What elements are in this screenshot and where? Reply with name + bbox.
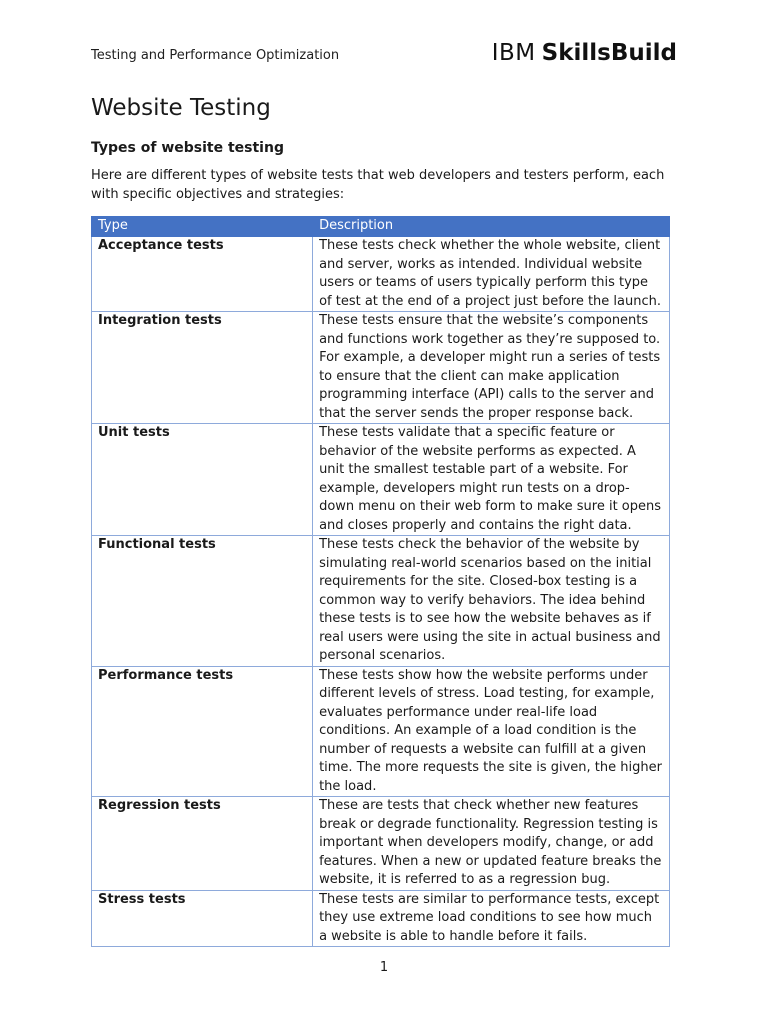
row-type-regression: Regression tests — [92, 797, 313, 891]
table-header-row — [92, 217, 670, 237]
row-type-functional: Functional tests — [92, 536, 313, 667]
row-description: These are tests that check whether new features break or degrade functionality. Regression testing is important when developers modify, change, or add features. When a new or updated feature breaks the website, it is referred to as a regression bug. — [313, 797, 670, 891]
row-type-acceptance: Acceptance tests — [92, 237, 313, 312]
row-description: These tests show how the website performs under different levels of stress. Load testing, for example, evaluates performance under real-life load conditions. An example of a load condition is the number of requests a website can fulfill at a given time. The more requests the site is given, the higher the load. — [313, 666, 670, 797]
table-row — [92, 890, 670, 947]
test-types-table — [91, 216, 670, 947]
row-description: These tests are similar to performance tests, except they use extreme load conditions to see how much a website is able to handle before it fails. — [313, 890, 670, 947]
brand-ibm: IBM — [491, 40, 536, 66]
row-description: These tests ensure that the website’s components and functions work together as they’re supposed to. For example, a developer might run a series of tests to ensure that the client can make application programming interface (API) calls to the server and that the server sends the proper response back. — [313, 312, 670, 424]
row-type-performance: Performance tests — [92, 666, 313, 797]
row-description: These tests check whether the whole website, client and server, works as intended. Individual website users or teams of users typically perform this type of test at the end of a project just before the launch. — [313, 237, 670, 312]
running-header: Testing and Performance Optimization — [91, 48, 340, 63]
page-number: 1 — [379, 960, 389, 975]
row-description: These tests check the behavior of the website by simulating real-world scenarios based on the initial requirements for the site. Closed-box testing is a common way to verify behaviors. The idea behind these tests is to see how the website behaves as if real users were using the site in actual business and personal scenarios. — [313, 536, 670, 667]
row-description: These tests validate that a specific feature or behavior of the website performs as expected. A unit the smallest testable part of a website. For example, developers might run tests on a drop-down menu on their web form to make sure it opens and closes properly and contains the right data. — [313, 424, 670, 536]
row-type-integration: Integration tests — [92, 312, 313, 424]
table-row — [92, 237, 670, 312]
intro-paragraph: Here are different types of website tests that web developers and testers perform, each with specific objectives and strategies: — [91, 168, 665, 202]
ibm-skillsbuild-logo — [492, 38, 677, 68]
section-heading: Types of website testing — [91, 140, 284, 156]
table-row — [92, 424, 670, 536]
table-row — [92, 312, 670, 424]
page-title: Website Testing — [91, 95, 271, 121]
row-type-stress: Stress tests — [92, 890, 313, 947]
brand-skillsbuild: SkillsBuild — [541, 40, 677, 66]
column-header-description: Description — [313, 217, 670, 237]
table-row — [92, 536, 670, 667]
table-row — [92, 666, 670, 797]
row-type-unit: Unit tests — [92, 424, 313, 536]
table-row — [92, 797, 670, 891]
column-header-type: Type — [92, 217, 313, 237]
